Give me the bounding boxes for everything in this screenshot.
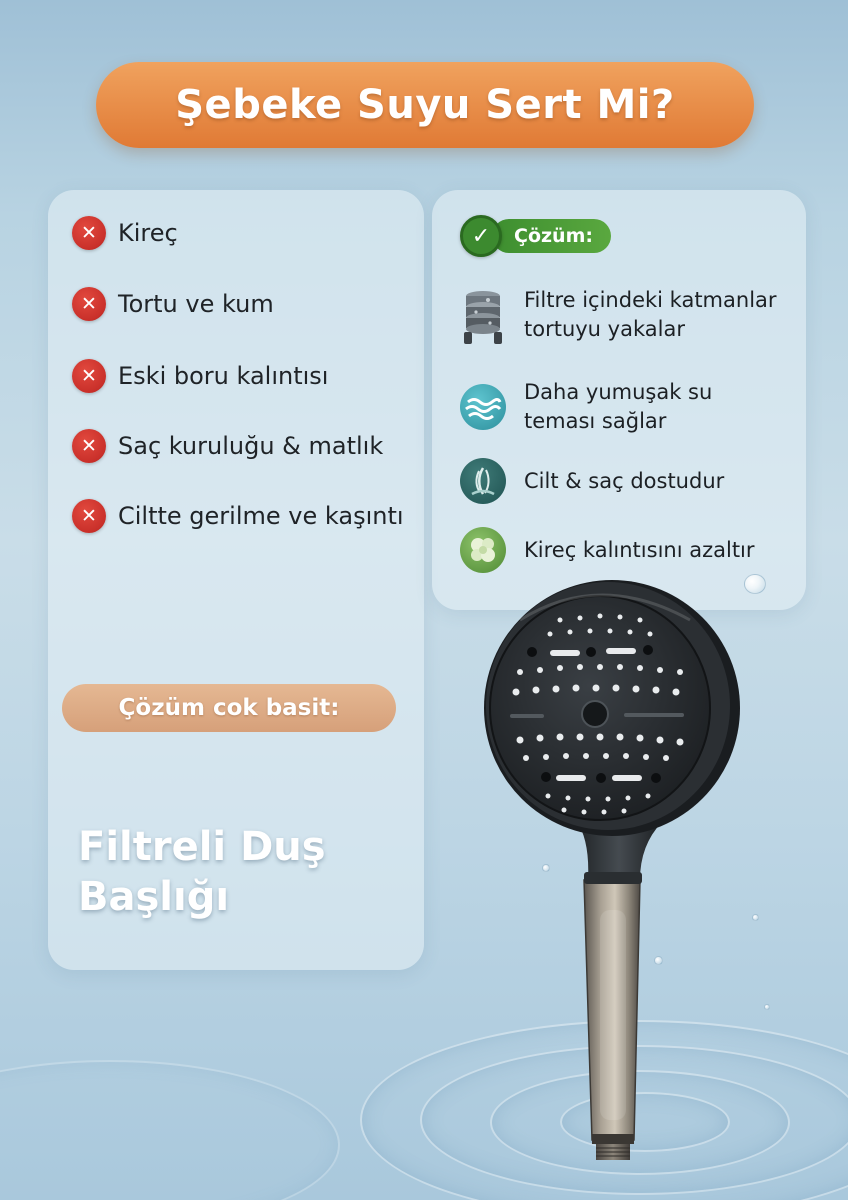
check-icon: ✓ xyxy=(460,215,502,257)
benefit-line: teması sağlar xyxy=(524,409,667,433)
problem-label: Ciltte gerilme ve kaşıntı xyxy=(118,502,404,530)
benefit-line: Filtre içindeki katmanlar xyxy=(524,288,777,312)
problem-label: Saç kuruluğu & matlık xyxy=(118,432,384,460)
simple-solution-label: Çözüm cok basit: xyxy=(62,684,396,732)
solution-label: Çözüm: xyxy=(492,219,611,253)
problem-label: Eski boru kalıntısı xyxy=(118,362,329,390)
x-icon: ✕ xyxy=(72,499,106,533)
product-title-line: Başlığı xyxy=(78,874,230,920)
benefit-line: Kireç kalıntısını azaltır xyxy=(524,537,755,562)
x-icon: ✕ xyxy=(72,287,106,321)
problem-label: Kireç xyxy=(118,219,178,247)
product-title-line: Filtreli Duş xyxy=(78,824,326,870)
page-title: Şebeke Suyu Sert Mi? xyxy=(175,82,675,128)
benefit-line: Cilt & saç dostudur xyxy=(524,468,725,493)
x-icon: ✕ xyxy=(72,359,106,393)
x-icon: ✕ xyxy=(72,216,106,250)
x-icon: ✕ xyxy=(72,429,106,463)
benefit-line: tortuyu yakalar xyxy=(524,317,685,341)
benefit-line: Daha yumuşak su xyxy=(524,380,713,404)
problem-label: Tortu ve kum xyxy=(118,290,274,318)
